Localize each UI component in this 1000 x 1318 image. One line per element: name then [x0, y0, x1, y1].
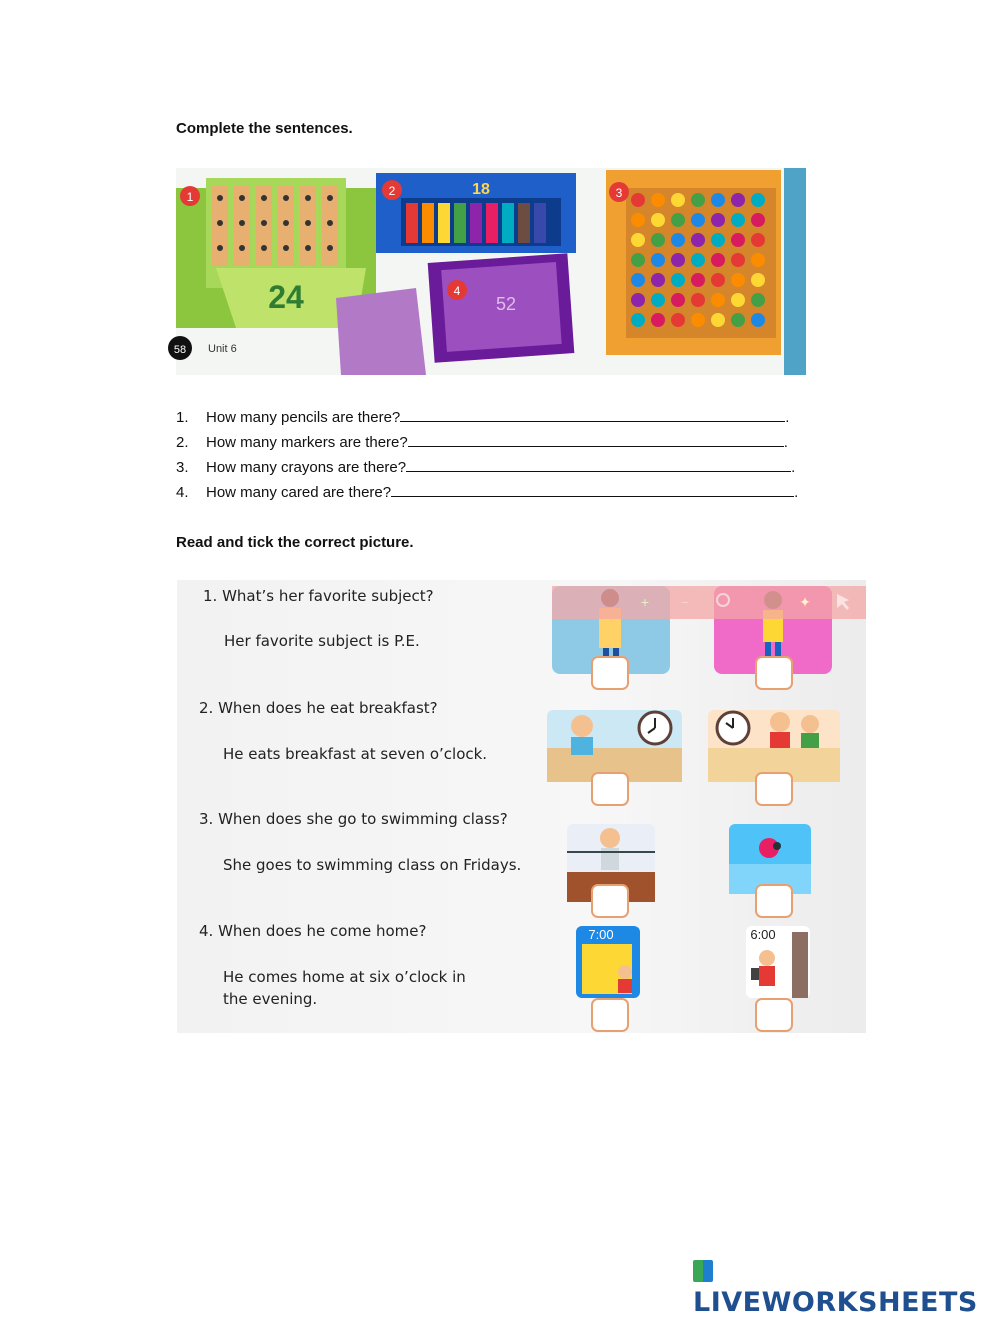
tick-box-1a[interactable] — [591, 656, 629, 690]
crayon-tip — [751, 213, 765, 227]
tick-box-2a[interactable] — [591, 772, 629, 806]
tick-box-3b[interactable] — [755, 884, 793, 918]
crayon-tip — [691, 253, 705, 267]
crayon-tip — [711, 273, 725, 287]
crayon-tip — [751, 273, 765, 287]
crayon-tip — [651, 313, 665, 327]
badge-2: 2 — [388, 184, 396, 198]
unit-label: Unit 6 — [208, 343, 237, 355]
section2-heading: Read and tick the correct picture. — [176, 534, 414, 551]
crayon-tip — [691, 233, 705, 247]
crayon-tip — [651, 213, 665, 227]
crayon-tip — [631, 213, 645, 227]
crayon-tip — [691, 273, 705, 287]
crayon-tip — [711, 213, 725, 227]
crayon-tip — [671, 213, 685, 227]
item-2-answer: He eats breakfast at seven o’clock. — [223, 745, 488, 763]
crayon-tip — [631, 253, 645, 267]
tick-box-1b[interactable] — [755, 656, 793, 690]
crayon-tip — [631, 193, 645, 207]
card-count-label: 52 — [495, 294, 517, 314]
logo-badge-icon — [693, 1260, 713, 1282]
crayon-tip — [711, 233, 725, 247]
badge-1: 1 — [186, 190, 194, 204]
crayon-tip — [731, 233, 745, 247]
marker-count-label: 18 — [472, 181, 490, 198]
sparkle-icon: ✦ — [799, 594, 811, 610]
crayon-tip — [731, 313, 745, 327]
crayon-tip — [691, 313, 705, 327]
answer-blank-1[interactable] — [400, 407, 785, 422]
crayon-tip — [631, 273, 645, 287]
question-3: 3. How many crayons are there? . — [176, 459, 796, 476]
crayon-tip — [711, 313, 725, 327]
section1-heading: Complete the sentences. — [176, 120, 353, 137]
crayon-tip — [651, 193, 665, 207]
crayon-tip — [671, 253, 685, 267]
badge-4: 4 — [453, 284, 461, 298]
crayon-tip — [671, 313, 685, 327]
question-2: 2. How many markers are there? . — [176, 434, 788, 451]
crayon-box — [606, 168, 806, 375]
crayon-tip — [671, 233, 685, 247]
crayon-tip — [711, 193, 725, 207]
crayon-tip — [651, 293, 665, 307]
item-1-question: 1. What’s her favorite subject? — [203, 587, 434, 605]
crayon-tip — [691, 213, 705, 227]
crayon-tip — [751, 313, 765, 327]
school-supplies-image — [173, 168, 806, 375]
pencil-count-label: 24 — [268, 279, 304, 315]
item-4-answer-line2: the evening. — [223, 990, 318, 1008]
crayon-tip — [751, 253, 765, 267]
minus-icon: − — [680, 594, 690, 610]
crayon-tip — [731, 293, 745, 307]
tick-box-4a[interactable] — [591, 998, 629, 1032]
crayon-tip — [691, 193, 705, 207]
item-4-question: 4. When does he come home? — [199, 922, 427, 940]
crayon-tip — [651, 233, 665, 247]
crayon-tip — [711, 293, 725, 307]
crayon-tip — [671, 273, 685, 287]
badge-3: 3 — [615, 186, 623, 200]
crayon-tip — [691, 293, 705, 307]
answer-blank-2[interactable] — [408, 432, 784, 447]
crayon-tip — [731, 213, 745, 227]
answer-blank-4[interactable] — [391, 482, 794, 497]
crayon-tip — [631, 313, 645, 327]
marker-box — [376, 173, 576, 253]
crayon-tip — [711, 253, 725, 267]
tick-box-3a[interactable] — [591, 884, 629, 918]
crayon-tip — [731, 253, 745, 267]
question-4: 4. How many cared are there? . — [176, 484, 799, 501]
crayon-tip — [631, 293, 645, 307]
item-3-answer: She goes to swimming class on Fridays. — [223, 856, 522, 874]
item-4-answer-line1: He comes home at six o’clock in — [223, 968, 466, 986]
item-1-answer: Her favorite subject is P.E. — [224, 632, 420, 650]
item-3-question: 3. When does she go to swimming class? — [199, 810, 508, 828]
tick-picture-panel — [177, 580, 866, 1033]
plus-icon: + — [640, 594, 650, 610]
crayon-tip — [671, 193, 685, 207]
tick-box-2b[interactable] — [755, 772, 793, 806]
tick-box-4b[interactable] — [755, 998, 793, 1032]
crayon-tip — [671, 293, 685, 307]
answer-pictures — [177, 580, 866, 1033]
crayon-tip — [751, 193, 765, 207]
crayon-tip — [631, 233, 645, 247]
answer-blank-3[interactable] — [406, 457, 791, 472]
toolbar-overlay — [552, 586, 866, 619]
liveworksheets-logo: LIVEWORKSHEETS — [693, 1256, 1000, 1318]
page-number: 58 — [173, 344, 187, 356]
crayon-tip — [651, 273, 665, 287]
crayon-tip — [731, 273, 745, 287]
question-1: 1. How many pencils are there? . — [176, 409, 790, 426]
item-2-question: 2. When does he eat breakfast? — [199, 699, 438, 717]
crayon-tip — [651, 253, 665, 267]
clock-label-left: 7:00 — [588, 927, 614, 942]
crayon-tip — [751, 233, 765, 247]
crayon-tip — [751, 293, 765, 307]
crayon-tip — [731, 193, 745, 207]
clock-label-right: 6:00 — [750, 927, 776, 942]
